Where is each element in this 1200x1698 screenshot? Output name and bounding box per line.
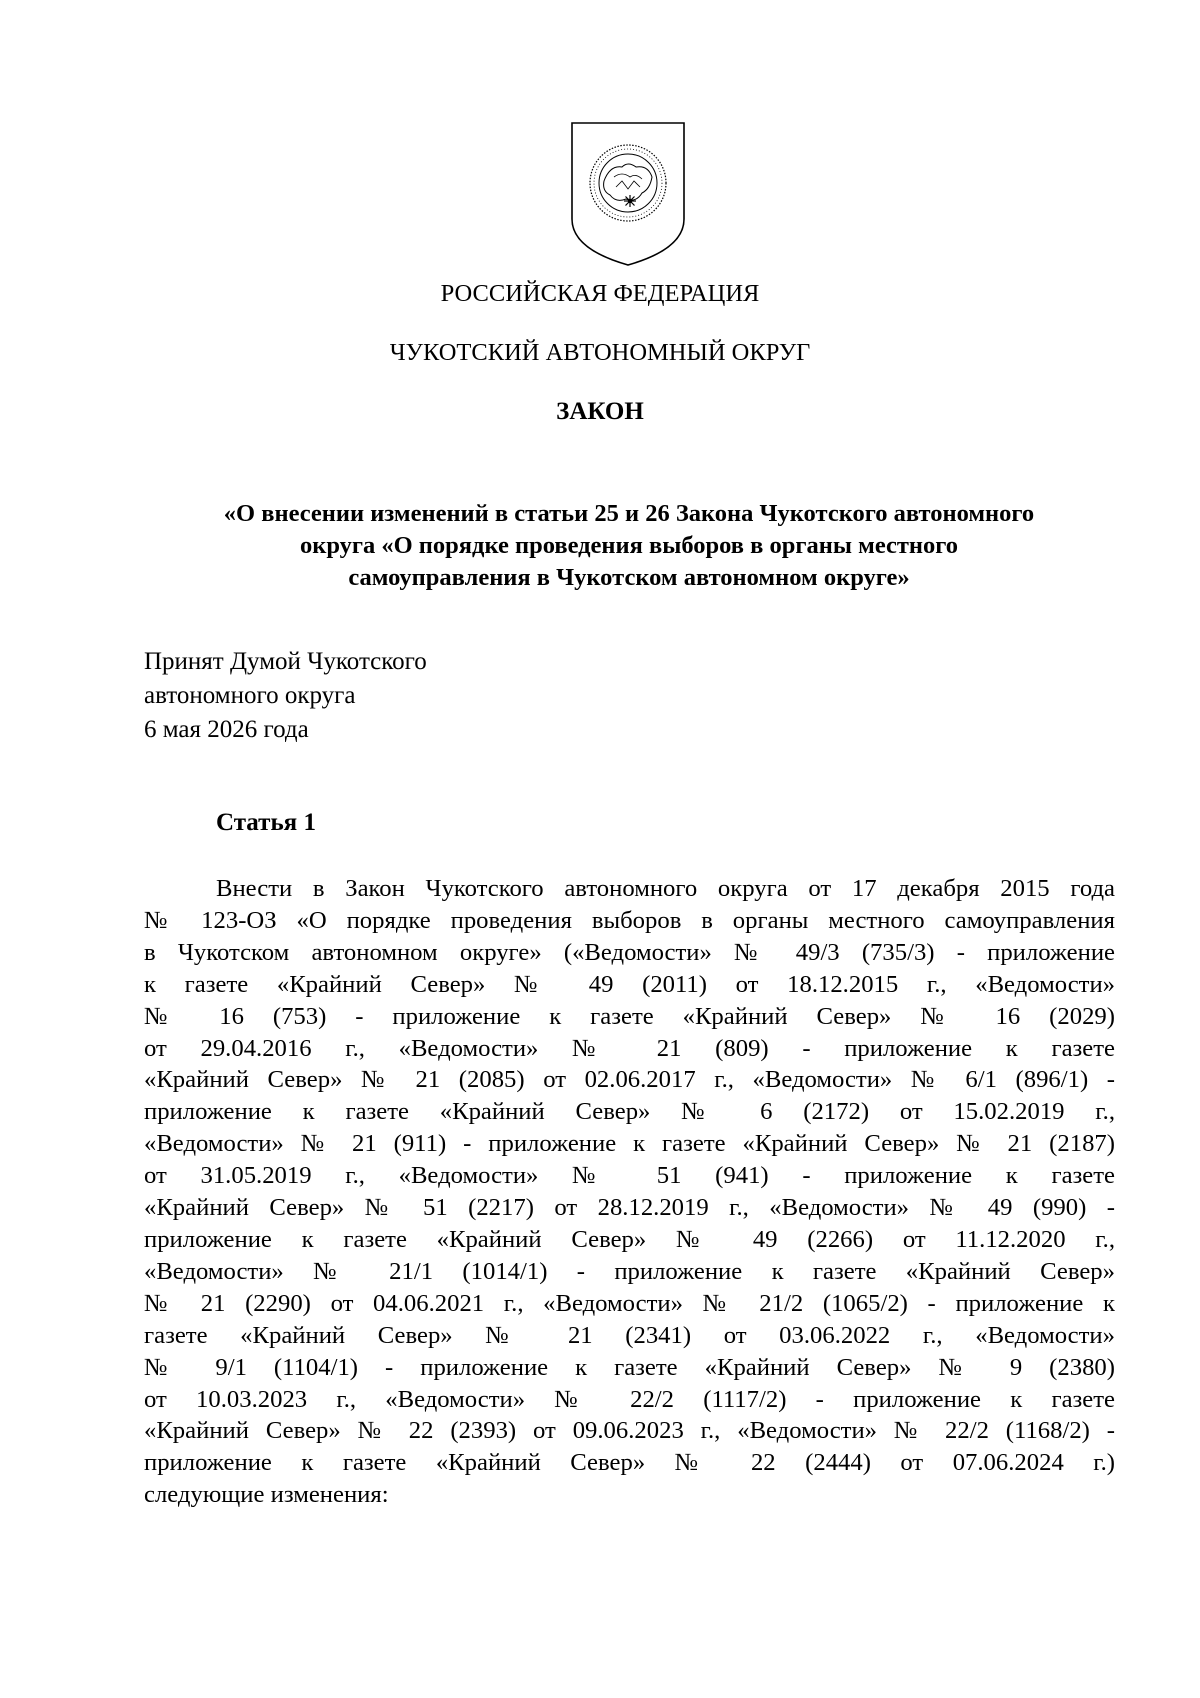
coat-of-arms-emblem	[570, 121, 686, 267]
article-body-line: приложение к газете «Крайний Север» № 6 (2172) от 15.02.2019 г.,	[144, 1098, 1115, 1126]
law-title	[160, 498, 1098, 594]
article-body	[144, 873, 1115, 1511]
law-title-line: «О внесении изменений в статьи 25 и 26 Закона Чукотского автономного	[223, 500, 1035, 527]
country-name: РОССИЙСКАЯ ФЕДЕРАЦИЯ	[440, 280, 760, 307]
article-body-line: «Крайний Север» № 22 (2393) от 09.06.2023 г., «Ведомости» № 22/2 (1168/2) -	[144, 1417, 1115, 1445]
article-body-line: «Ведомости» № 21/1 (1014/1) - приложение к газете «Крайний Север»	[144, 1257, 1115, 1285]
adoption-note-line: Принят Думой Чукотского	[144, 648, 427, 675]
article-body-line: «Крайний Север» № 51 (2217) от 28.12.2019 г., «Ведомости» № 49 (990) -	[144, 1194, 1115, 1222]
article-body-line: к газете «Крайний Север» № 49 (2011) от 18.12.2015 г., «Ведомости»	[144, 970, 1115, 998]
article-body-line: № 123-ОЗ «О порядке проведения выборов в органы местного самоуправления	[144, 906, 1115, 934]
article-body-line: № 16 (753) - приложение к газете «Крайний Север» № 16 (2029)	[144, 1002, 1115, 1030]
law-title-line: самоуправления в Чукотском автономном округе»	[348, 564, 910, 591]
law-title-line: округа «О порядке проведения выборов в органы местного	[299, 532, 959, 559]
region-name: ЧУКОТСКИЙ АВТОНОМНЫЙ ОКРУГ	[389, 339, 811, 366]
adoption-note-line: автономного округа	[144, 682, 356, 709]
adoption-date: 6 мая 2026 года	[144, 716, 309, 743]
article-body-line: Внести в Закон Чукотского автономного округа от 17 декабря 2015 года	[216, 875, 1115, 902]
article-body-line: от 31.05.2019 г., «Ведомости» № 51 (941) - приложение к газете	[144, 1162, 1115, 1190]
article-heading: Статья 1	[216, 809, 316, 836]
article-body-line: № 9/1 (1104/1) - приложение к газете «Крайний Север» № 9 (2380)	[144, 1353, 1115, 1381]
article-body-line: «Ведомости» № 21 (911) - приложение к газете «Крайний Север» № 21 (2187)	[144, 1130, 1115, 1158]
article-body-line: от 29.04.2016 г., «Ведомости» № 21 (809) - приложение к газете	[144, 1034, 1115, 1062]
article-body-line: следующие изменения:	[144, 1481, 389, 1509]
article-body-line: приложение к газете «Крайний Север» № 49 (2266) от 11.12.2020 г.,	[144, 1225, 1115, 1253]
article-body-line: от 10.03.2023 г., «Ведомости» № 22/2 (1117/2) - приложение к газете	[144, 1385, 1115, 1413]
document-type: ЗАКОН	[556, 398, 644, 425]
article-body-line: № 21 (2290) от 04.06.2021 г., «Ведомости» № 21/2 (1065/2) - приложение к	[144, 1289, 1115, 1317]
adoption-note	[144, 645, 427, 747]
article-body-line: газете «Крайний Север» № 21 (2341) от 03.06.2022 г., «Ведомости»	[144, 1321, 1115, 1349]
article-body-line: приложение к газете «Крайний Север» № 22 (2444) от 07.06.2024 г.)	[144, 1449, 1115, 1477]
article-body-line: в Чукотском автономном округе» («Ведомости» № 49/3 (735/3) - приложение	[144, 938, 1115, 966]
article-body-line: «Крайний Север» № 21 (2085) от 02.06.2017 г., «Ведомости» № 6/1 (896/1) -	[144, 1066, 1115, 1094]
